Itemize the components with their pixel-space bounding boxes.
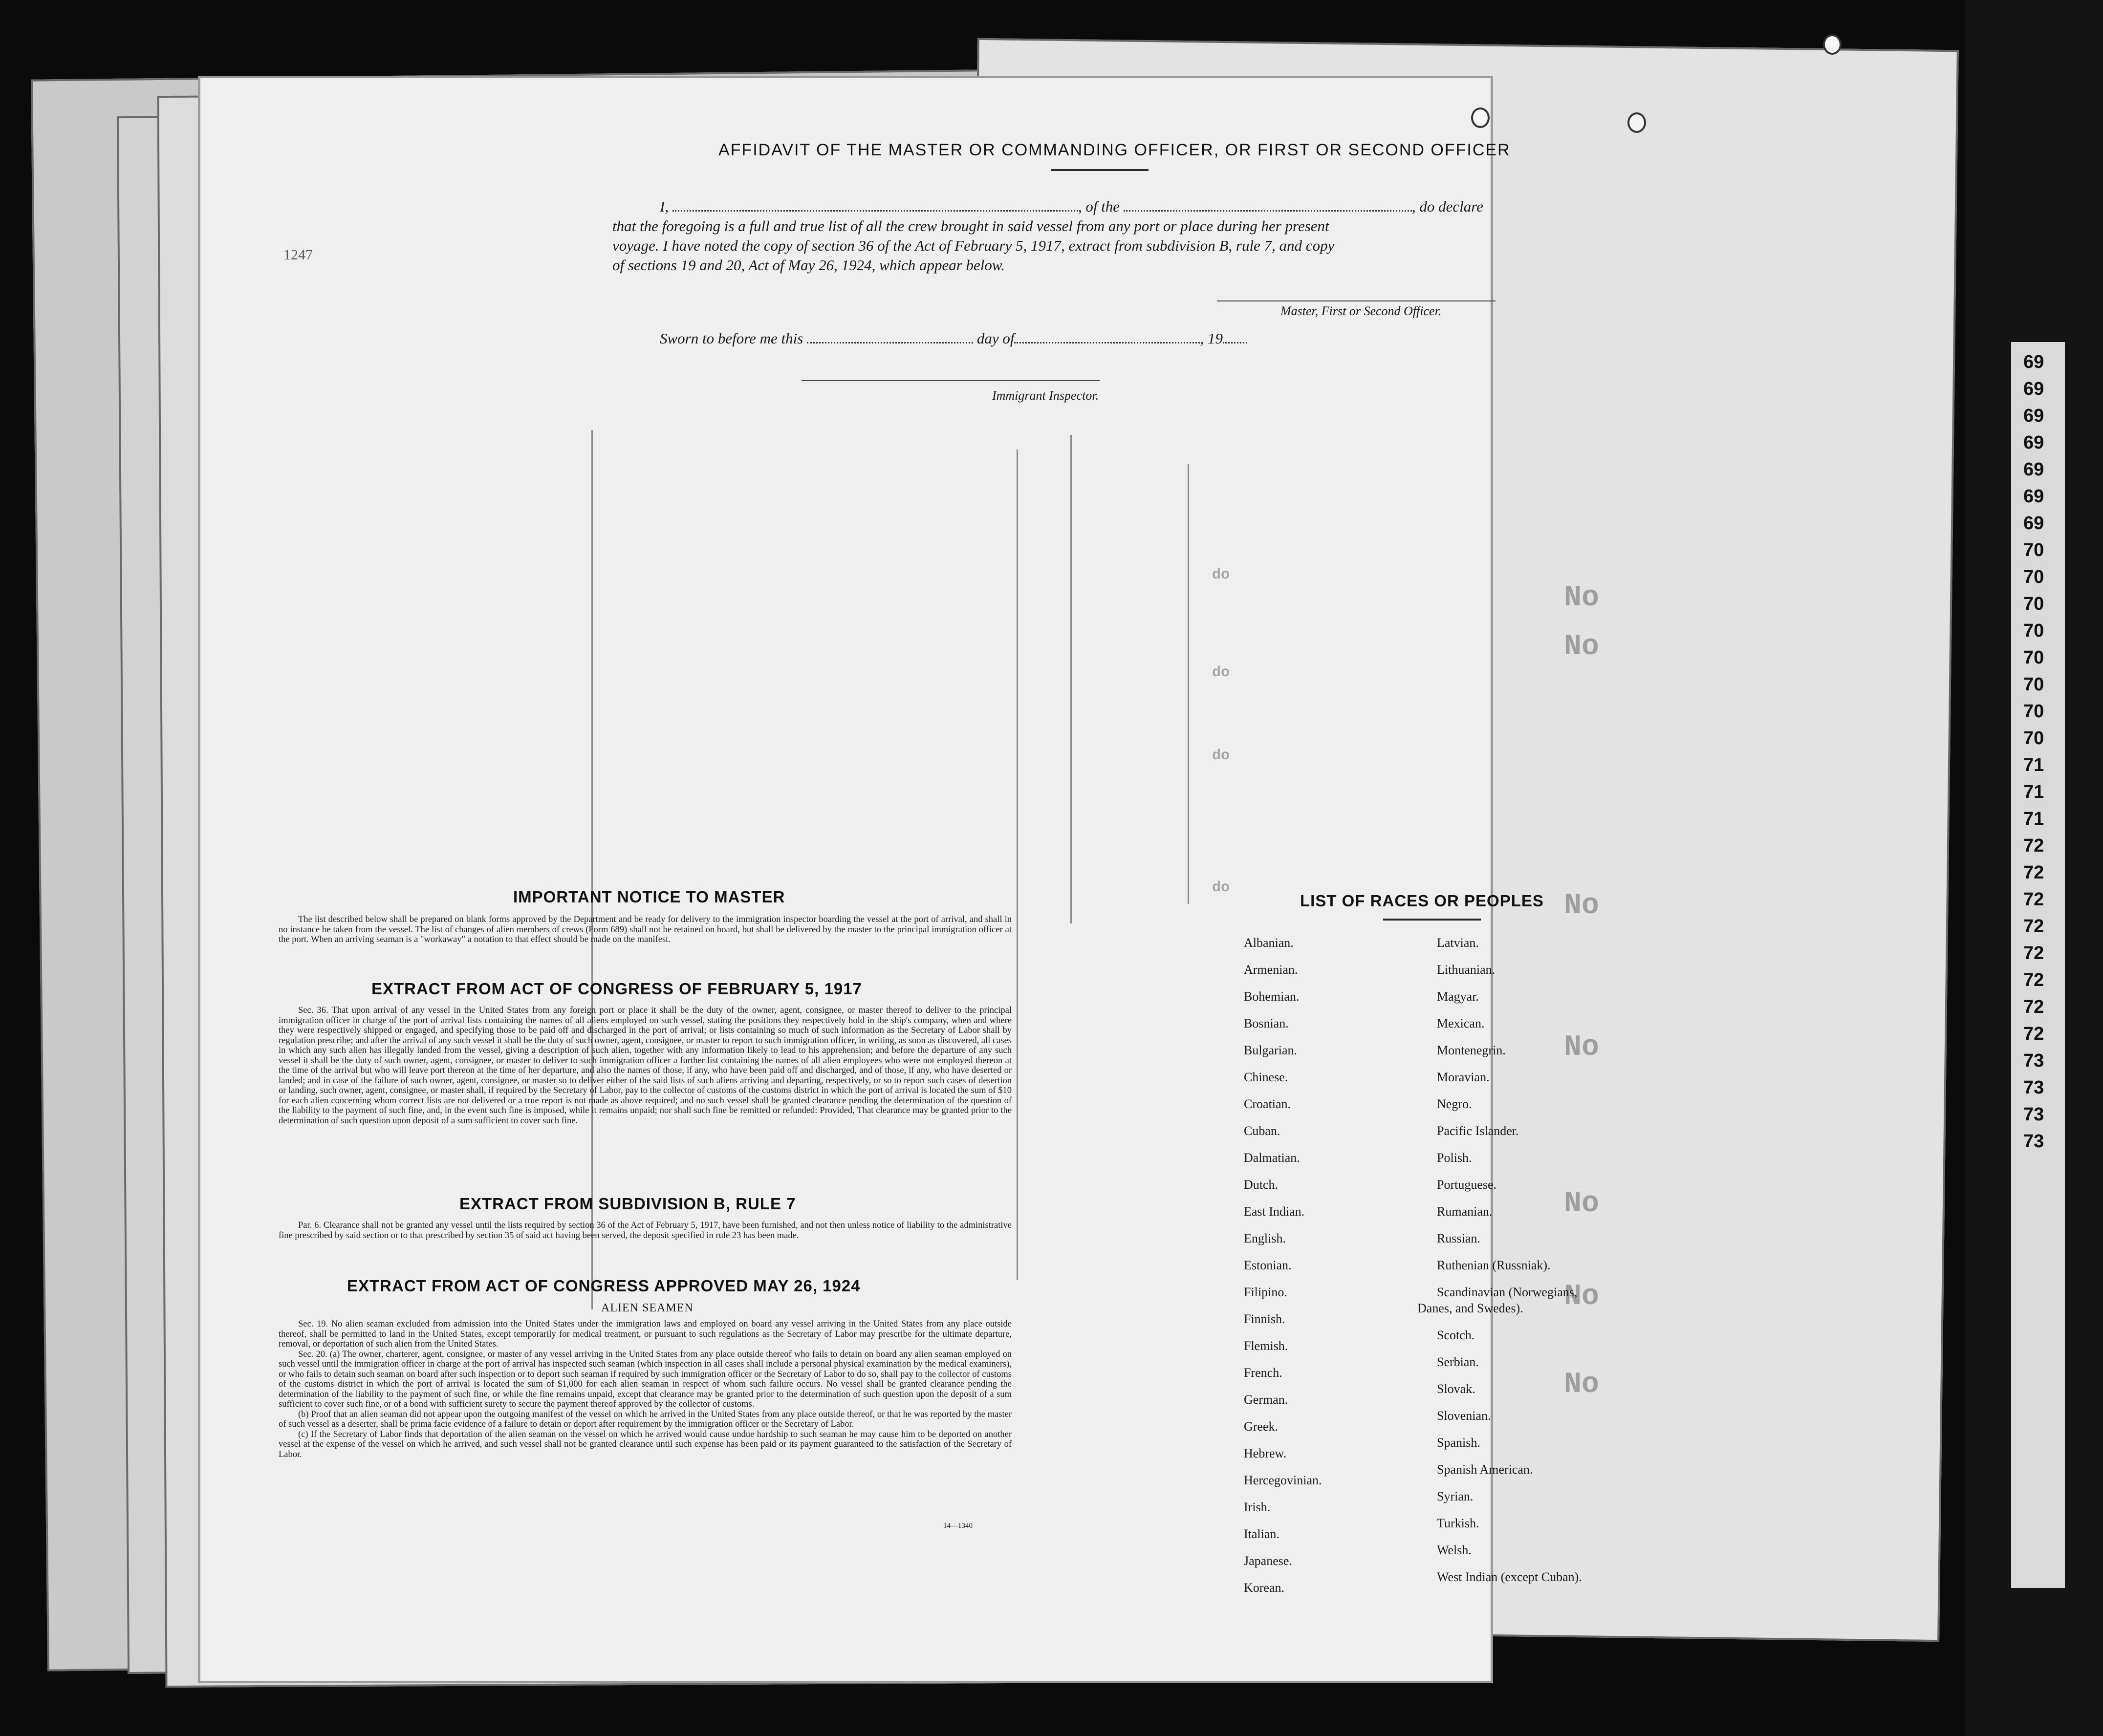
race-item: Slovak.: [1437, 1382, 1475, 1396]
race-item: English.: [1244, 1231, 1286, 1245]
race-item: Syrian.: [1437, 1489, 1474, 1503]
extract-1924-title: EXTRACT FROM ACT OF CONGRESS APPROVED MAY 26, 1924: [347, 1277, 861, 1295]
margin-number: 73: [2023, 1131, 2044, 1152]
bleed-through: do: [1212, 879, 1230, 896]
punch-hole: [1627, 112, 1646, 133]
sworn-line: [660, 330, 1247, 347]
affidavit-title: AFFIDAVIT OF THE MASTER OR COMMANDING OFFICER, OR FIRST OR SECOND OFFICER: [718, 141, 1511, 159]
margin-number: 69: [2023, 379, 2044, 399]
alien-seamen-subtitle: ALIEN SEAMEN: [601, 1302, 694, 1314]
notice-paragraph: The list described below shall be prepared on blank forms approved by the Department and be ready for delivery to the immigration inspector boarding the vessel at the port of arrival, and shall in no instance be taken from the vessel. The list of changes of alien members of crews (Form 689) shall not be retained on board, but shall be delivered by the master to the principal immigration officer at the port. When an arriving seaman is a "workaway" a notation to that effect should be made on the manifest.: [279, 915, 1012, 944]
bleed-through: do: [1212, 567, 1230, 583]
binder-edge: [1965, 0, 2103, 1736]
margin-number: 71: [2023, 809, 2044, 829]
race-item: Polish.: [1437, 1151, 1472, 1165]
margin-number: 73: [2023, 1050, 2044, 1071]
affidavit-line-3: voyage. I have noted the copy of section 36 of the Act of February 5, 1917, extract from subdivision B, rule 7, and copy: [612, 237, 1335, 254]
margin-number: 72: [2023, 1024, 2044, 1044]
race-item: Dutch.: [1244, 1178, 1279, 1192]
affidavit-line-1: [660, 198, 1483, 215]
extract-1924-text: [279, 1319, 1012, 1459]
sworn-month-field[interactable]: [1014, 342, 1200, 343]
race-item: Hebrew.: [1244, 1446, 1287, 1460]
margin-number: 70: [2023, 594, 2044, 614]
sworn-year-field[interactable]: [1223, 342, 1247, 343]
column-line: [1017, 450, 1018, 1280]
race-item: Russian.: [1437, 1231, 1480, 1245]
punch-hole: [1823, 34, 1842, 55]
race-item: Latvian.: [1437, 936, 1479, 950]
margin-number: 71: [2023, 755, 2044, 775]
race-item: Hercegovinian.: [1244, 1473, 1322, 1487]
bleed-through: No: [1564, 1280, 1600, 1313]
margin-number: 70: [2023, 621, 2044, 641]
race-item: Welsh.: [1437, 1543, 1472, 1557]
race-item: Dalmatian.: [1244, 1151, 1300, 1165]
bleed-through: No: [1564, 630, 1600, 664]
sec-20c-paragraph: (c) If the Secretary of Labor finds that deportation of the alien seaman on the vessel on which he arrived would cause undue hardship to such seaman he may cause him to be deported on another vessel at the expense of the vessel on which he arrived, and such vessel shall not be granted clearance until such expense has been paid or its payment guaranteed to the satisfaction of the Secretary of Labor.: [279, 1429, 1012, 1459]
margin-mark: 1247: [283, 247, 313, 263]
inspector-signature-line[interactable]: [802, 380, 1100, 381]
subdivision-b-title: EXTRACT FROM SUBDIVISION B, RULE 7: [459, 1195, 796, 1213]
vessel-name-field[interactable]: [1124, 210, 1412, 212]
margin-number: 72: [2023, 836, 2044, 856]
margin-number-column: [2011, 342, 2065, 1588]
master-signature-label: Master, First or Second Officer.: [1280, 304, 1442, 318]
race-item: Filipino.: [1244, 1285, 1287, 1299]
margin-number: 69: [2023, 432, 2044, 453]
race-item: Portuguese.: [1437, 1178, 1497, 1192]
race-item: West Indian (except Cuban).: [1437, 1570, 1582, 1584]
race-item: Croatian.: [1244, 1097, 1291, 1111]
race-item: Scotch.: [1437, 1328, 1475, 1342]
race-item: Mexican.: [1437, 1016, 1485, 1030]
extract-1917-title: EXTRACT FROM ACT OF CONGRESS OF FEBRUARY 5, 1917: [371, 980, 862, 998]
race-item: Montenegrin.: [1437, 1043, 1506, 1057]
margin-number: 69: [2023, 513, 2044, 534]
sec-19-paragraph: Sec. 19. No alien seaman excluded from admission into the United States under the immigration laws and employed on board any vessel arriving in the United States from any place outside thereof, shall be permitted to land in the United States, except temporarily for medical treatment, or pursuant to such regulations as the Secretary of Labor may prescribe for the ultimate departure, removal, or deportation of such alien from the United States.: [279, 1319, 1012, 1349]
margin-number: 71: [2023, 782, 2044, 802]
affidavit-declare: , do declare: [1411, 198, 1483, 215]
margin-number: 70: [2023, 540, 2044, 560]
form-number: 14—1340: [943, 1522, 973, 1530]
race-item: Korean.: [1244, 1581, 1285, 1595]
margin-number: 69: [2023, 352, 2044, 372]
race-item: Spanish.: [1437, 1436, 1480, 1450]
race-item: Chinese.: [1244, 1070, 1288, 1084]
inspector-label: Immigrant Inspector.: [992, 388, 1099, 403]
main-sheet: [200, 78, 1600, 1681]
race-item: French.: [1244, 1366, 1282, 1380]
bleed-through: No: [1564, 581, 1600, 615]
year-prefix: , 19: [1200, 330, 1223, 347]
margin-number: 69: [2023, 406, 2044, 426]
race-item: Slovenian.: [1437, 1409, 1491, 1423]
margin-number: 70: [2023, 647, 2044, 668]
race-item: Greek.: [1244, 1419, 1279, 1434]
race-item: Spanish American.: [1437, 1462, 1533, 1477]
margin-number: 72: [2023, 916, 2044, 937]
race-item: Scandinavian (Norwegians,: [1437, 1285, 1578, 1299]
master-signature-line[interactable]: [1217, 300, 1496, 301]
affidavit-of-the: , of the: [1078, 198, 1120, 215]
race-item: Irish.: [1244, 1500, 1271, 1514]
margin-number: 73: [2023, 1077, 2044, 1098]
race-item: Bohemian.: [1244, 989, 1300, 1004]
race-item: Turkish.: [1437, 1516, 1479, 1530]
sec-20a-paragraph: Sec. 20. (a) The owner, charterer, agent, consignee, or master of any vessel arriving in the United States from any place outside thereof who fails to detain on board any alien seaman employed on such vessel until the immigration officer in charge at the port of arrival has inspected such seaman (which inspection in all cases shall include a personal physical examination by the medical examiners), or who fails to detain such seaman on board after such inspection or to deport such seaman if required by such immigration officer or the Secretary of Labor to do so, shall pay to the collector of customs of the customs district in which the port of arrival is located the sum of $1,000 for each alien seaman in respect of whom such failure occurs. No vessel shall be granted clearance pending the determination of the liability to the payment of such fine, or while the fine remains unpaid, except that clearance may be granted prior to the determination of such question upon the deposit of a sum sufficient to cover such fine, or of a bond with sufficient surety to secure the payment thereof approved by the collector of customs.: [279, 1349, 1012, 1409]
race-item: Pacific Islander.: [1437, 1124, 1519, 1138]
divider: [1051, 169, 1149, 171]
race-item: Estonian.: [1244, 1258, 1292, 1272]
margin-number: 72: [2023, 862, 2044, 883]
bleed-through: do: [1212, 748, 1230, 764]
day-of-text: day of: [976, 330, 1015, 347]
margin-number: 70: [2023, 674, 2044, 695]
race-item: Albanian.: [1244, 936, 1294, 950]
subdivision-b-text: [279, 1221, 1012, 1241]
margin-number: 70: [2023, 728, 2044, 749]
column-line: [591, 430, 593, 1309]
bleed-through: No: [1564, 1031, 1600, 1064]
extract-1917-text: [279, 1006, 1012, 1126]
races-title: LIST OF RACES OR PEOPLES: [1300, 892, 1544, 910]
extract-1917-paragraph: Sec. 36. That upon arrival of any vessel in the United States from any foreign port or place it shall be the duty of the owner, agent, consignee, or master thereof to deliver to the principal immigration officer in charge of the port of arrival lists containing the names of all aliens employed on such vessel, stating the positions they respectively hold in the ship's company, when and where they were respectively shipped or engaged, and specifying those to be paid off and discharged in the port of arrival; or lists containing so much of such information as the Secretary of Labor shall by regulation prescribe; and after the arrival of any such vessel it shall be the duty of such owner, agent, consignee, or master to report to such immigration officer, in writing, as soon as discovered, all cases in which any such alien has illegally landed from the vessel, giving a description of such alien, together with any information likely to lead to his apprehension; and before the departure of any such vessel it shall be the duty of such owner, agent, consignee, or master to deliver to such immigration officer a further list containing the names of all alien employees who were not employed thereon at the time of the arrival but who will leave port thereon at the time of her departure, and also the names of those, if any, who have been paid off and discharged, and of those, if any, who have deserted or landed; and in case of the failure of such owner, agent, consignee, or master so to deliver either of the said lists of such aliens arriving and departing, respectively, or so to report such cases of desertion or landing, such owner, agent, consignee, or master shall, if required by the Secretary of Labor, pay to the collector of customs of the customs district in which the port of arrival is located the sum of $10 for each alien concerning whom correct lists are not delivered or a true report is not made as above required; and no such vessel shall be granted clearance pending the determination of the question of the liability to the payment of such fine, and, in the event such fine is imposed, while it remains unpaid; nor shall such fine be remitted or refunded: Provided, That clearance may be granted prior to the determination of such question upon deposit of a sum sufficient to cover such fine.: [279, 1006, 1012, 1126]
race-item: Bosnian.: [1244, 1016, 1289, 1030]
sec-20b-paragraph: (b) Proof that an alien seaman did not appear upon the outgoing manifest of the vessel on which he arrived in the United States from any place outside thereof, or that he was reported by the master of such vessel as a deserter, shall be prima facie evidence of a failure to detain or deport after requirement by the immigration officer or the Secretary of Labor.: [279, 1409, 1012, 1429]
affidavit-line-4: of sections 19 and 20, Act of May 26, 1924, which appear below.: [612, 257, 1005, 274]
bleed-through: do: [1212, 664, 1230, 681]
column-line: [1188, 464, 1189, 904]
race-item: Rumanian.: [1437, 1204, 1493, 1219]
race-item: Armenian.: [1244, 963, 1298, 977]
race-item: Bulgarian.: [1244, 1043, 1298, 1057]
race-item: Danes, and Swedes).: [1417, 1301, 1523, 1315]
margin-number: 72: [2023, 889, 2044, 910]
race-item: East Indian.: [1244, 1204, 1305, 1219]
column-line: [1070, 435, 1072, 923]
race-item: Italian.: [1244, 1527, 1279, 1541]
race-item: Negro.: [1437, 1097, 1472, 1111]
margin-number: 73: [2023, 1104, 2044, 1125]
margin-number: 69: [2023, 486, 2044, 507]
officer-name-field[interactable]: [672, 210, 1078, 212]
margin-number: 70: [2023, 701, 2044, 722]
sworn-day-field[interactable]: [807, 342, 973, 343]
bleed-through: No: [1564, 889, 1600, 922]
race-item: Serbian.: [1437, 1355, 1479, 1369]
affidavit-line-2: that the foregoing is a full and true list of all the crew brought in said vessel from any port or place during her present: [612, 217, 1329, 235]
sworn-text: Sworn to before me this: [660, 330, 803, 347]
subdivision-b-paragraph: Par. 6. Clearance shall not be granted any vessel until the lists required by section 36 of the Act of February 5, 1917, have been furnished, and not then unless notice of liability to the administrative fine prescribed by said section or to that prescribed by section 35 of said act having been served, the deposit specified in rule 23 has been made.: [279, 1221, 1012, 1241]
race-item: Cuban.: [1244, 1124, 1280, 1138]
bleed-through: No: [1564, 1368, 1600, 1401]
margin-number: 70: [2023, 567, 2044, 587]
bleed-through: No: [1564, 1187, 1600, 1221]
margin-number: 72: [2023, 970, 2044, 990]
margin-number: 72: [2023, 943, 2044, 964]
race-item: Lithuanian.: [1437, 963, 1496, 977]
race-item: Moravian.: [1437, 1070, 1490, 1084]
race-item: Magyar.: [1437, 989, 1479, 1004]
margin-number: 69: [2023, 459, 2044, 480]
notice-title: IMPORTANT NOTICE TO MASTER: [513, 888, 785, 906]
notice-text: [279, 915, 1012, 945]
race-item: German.: [1244, 1393, 1288, 1407]
race-item: Flemish.: [1244, 1339, 1288, 1353]
divider: [1383, 919, 1481, 921]
margin-number: 72: [2023, 997, 2044, 1017]
punch-hole: [1471, 107, 1490, 128]
affidavit-i: I,: [660, 198, 669, 215]
race-item: Finnish.: [1244, 1312, 1285, 1326]
race-item: Japanese.: [1244, 1554, 1292, 1568]
race-item: Ruthenian (Russniak).: [1437, 1258, 1551, 1272]
